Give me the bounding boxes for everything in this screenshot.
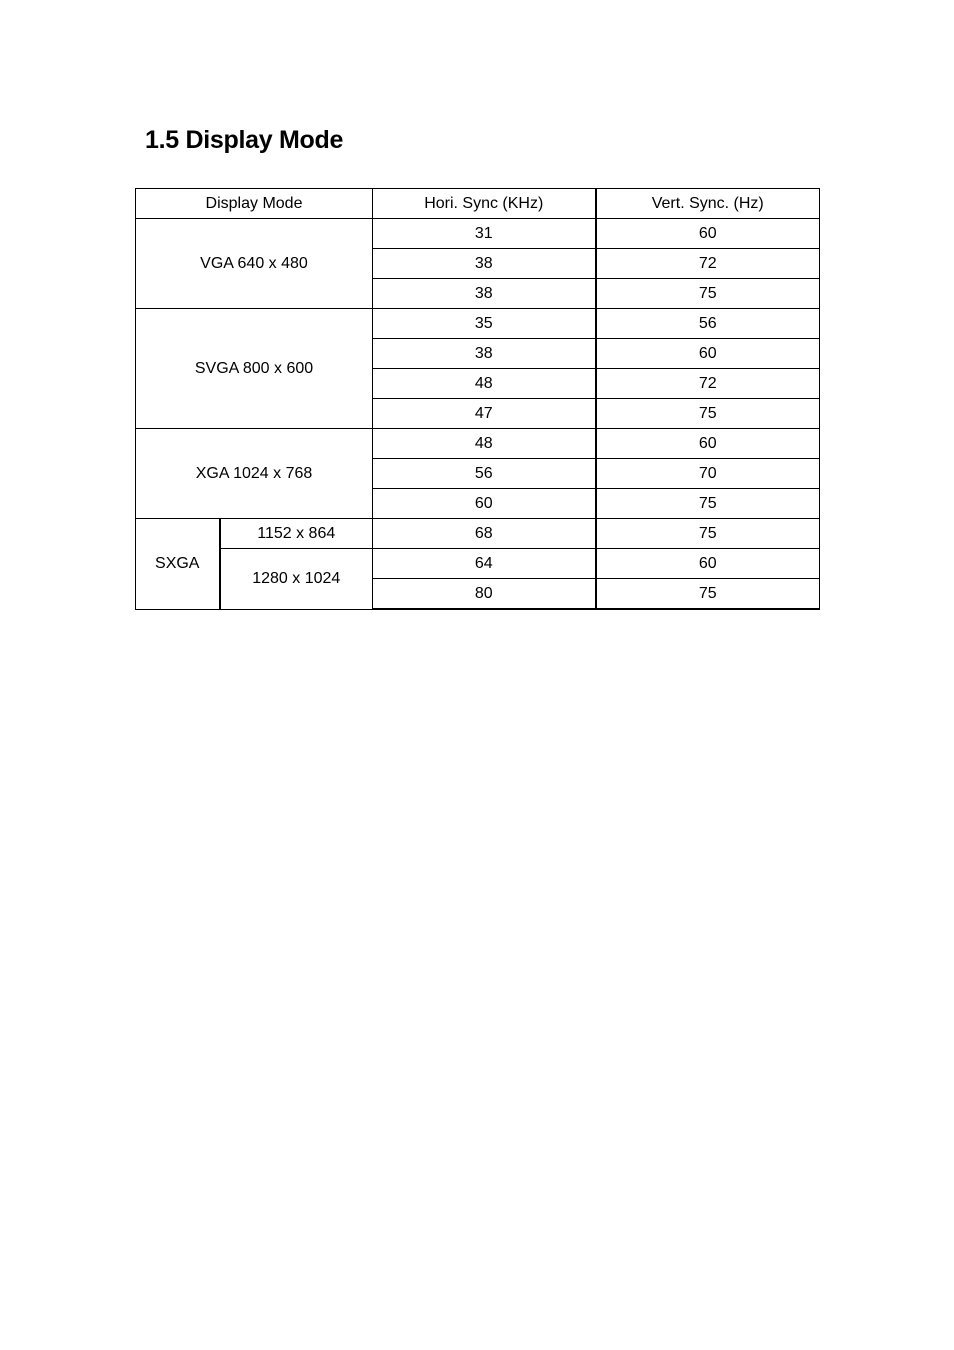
vsync-cell: 60 (596, 219, 820, 249)
table-row (136, 519, 820, 549)
hsync-cell: 56 (373, 459, 596, 489)
hsync-cell: 80 (373, 579, 596, 610)
vsync-cell: 75 (596, 519, 820, 549)
table-row (136, 219, 820, 249)
table-row (136, 429, 820, 459)
vsync-cell: 75 (596, 279, 820, 309)
vsync-cell: 75 (596, 489, 820, 519)
mode-cell-vga: VGA 640 x 480 (136, 219, 373, 309)
table-row (136, 309, 820, 339)
section-title: 1.5 Display Mode (145, 126, 344, 154)
hsync-cell: 48 (373, 369, 596, 399)
vsync-cell: 60 (596, 429, 820, 459)
mode-cell-svga: SVGA 800 x 600 (136, 309, 373, 429)
mode-cell-sxga: SXGA (136, 519, 220, 610)
hsync-cell: 47 (373, 399, 596, 429)
vsync-cell: 56 (596, 309, 820, 339)
vsync-cell: 60 (596, 549, 820, 579)
header-vert-sync: Vert. Sync. (Hz) (596, 189, 820, 219)
hsync-cell: 38 (373, 279, 596, 309)
table-row (136, 549, 820, 579)
hsync-cell: 38 (373, 339, 596, 369)
hsync-cell: 68 (373, 519, 596, 549)
hsync-cell: 64 (373, 549, 596, 579)
mode-cell-xga: XGA 1024 x 768 (136, 429, 373, 519)
vsync-cell: 72 (596, 249, 820, 279)
resolution-cell: 1280 x 1024 (220, 549, 373, 610)
vsync-cell: 70 (596, 459, 820, 489)
vsync-cell: 72 (596, 369, 820, 399)
display-mode-table (135, 188, 820, 610)
hsync-cell: 48 (373, 429, 596, 459)
hsync-cell: 35 (373, 309, 596, 339)
vsync-cell: 75 (596, 399, 820, 429)
vsync-cell: 75 (596, 579, 820, 610)
hsync-cell: 31 (373, 219, 596, 249)
header-display-mode: Display Mode (136, 189, 373, 219)
table-header-row (136, 189, 820, 219)
resolution-cell: 1152 x 864 (220, 519, 373, 549)
hsync-cell: 60 (373, 489, 596, 519)
vsync-cell: 60 (596, 339, 820, 369)
header-hori-sync: Hori. Sync (KHz) (373, 189, 596, 219)
hsync-cell: 38 (373, 249, 596, 279)
